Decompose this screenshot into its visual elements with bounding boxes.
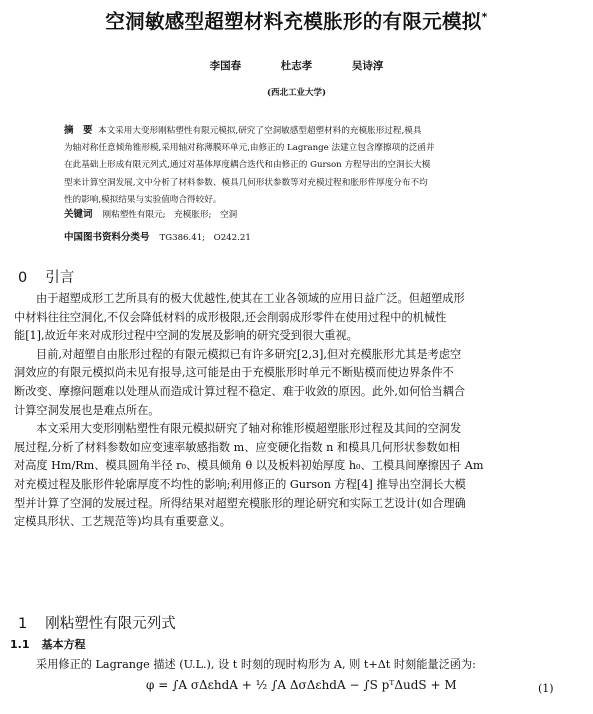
text-line: 能[1],故近年来对成形过程中空洞的发展及影响的研究受到很大重视。 <box>14 329 358 343</box>
section-heading-intro: 0 引言 <box>18 270 75 286</box>
subsection-heading: 1.1 基本方程 <box>10 638 86 651</box>
text-line: 断改变、摩擦问题难以处理从而造成计算过程不稳定、难于收敛的原因。此外,如何恰当耦合 <box>14 384 466 398</box>
keywords <box>64 206 237 220</box>
classification-number <box>64 229 251 243</box>
abstract-line: 摘 要 本文采用大变形刚粘塑性有限元模拟,研究了空洞敏感型超塑材料的充模胀形过程,模具 <box>64 125 422 136</box>
clc-text: TG386.41; O242.21 <box>159 233 251 243</box>
author-1: 李国春 <box>209 60 242 72</box>
keywords-label: 关键词 <box>64 209 93 220</box>
affiliation: (西北工业大学) <box>266 88 327 98</box>
equation: φ = ∫A σΔεhdA + ½ ∫A ΔσΔεhdA − ∫S pᵀΔudS + M <box>146 678 457 692</box>
author-3: 吴诗淳 <box>351 60 384 72</box>
title-footnote-mark: * <box>481 10 488 24</box>
author-list <box>0 58 593 73</box>
abstract <box>64 122 542 210</box>
text-line: 目前,对超塑自由胀形过程的有限元模拟已有许多研究[2,3],但对充模胀形尤其是考虑空 <box>36 347 462 361</box>
abstract-line: 型来计算空洞发展,文中分析了材料参数、模具几何形状参数等对充模过程和胀形件厚度分布不均 <box>64 177 428 188</box>
text-line: 型并计算了空洞的发展过程。所得结果对超塑充模胀形的理论研究和实际工艺设计(如合理确 <box>14 496 466 510</box>
intro-text <box>14 290 580 532</box>
equation-number: (1) <box>538 682 554 695</box>
text-line: 由于超塑成形工艺所具有的极大优越性,使其在工业各领域的应用日益广泛。但超塑成形 <box>36 292 465 305</box>
text-line: 展过程,分析了材料参数如应变速率敏感指数 m、应变硬化指数 n 和模具几何形状参数如相 <box>14 440 460 454</box>
text-line: 本文采用大变形刚粘塑性有限元模拟研究了轴对称锥形模超塑胀形过程及其间的空洞发 <box>36 422 462 436</box>
text-line: 洞效应的有限元模拟尚未见有报导,这可能是由于充模胀形时单元不断贴模而使边界条件不 <box>14 366 454 380</box>
text-line: 对充模过程及胀形件轮廓厚度不均性的影响;利用修正的 Gurson 方程[4] 推导出空洞长大模 <box>14 477 466 491</box>
text-line: 采用修正的 Lagrange 描述 (U.L.), 设 t 时刻的现时构形为 A, 则 t+Δt 时刻能量泛函为: <box>36 658 476 671</box>
text-line: 对高度 Hm/Rm、模具圆角半径 r₀、模具倾角 θ 以及板料初始厚度 h₀、工模具间摩擦因子 Am <box>14 459 484 473</box>
text-line: 中材料往往空洞化,不仅会降低材料的成形极限,还会削弱成形零件在使用过程中的机械性 <box>14 310 447 324</box>
abstract-line: 为轴对称任意倾角锥形模,采用轴对称薄膜环单元,由修正的 Lagrange 法建立包含摩擦项的泛函并 <box>64 142 435 153</box>
abstract-line: 在此基础上形成有限元列式,通过对基体厚度耦合迭代和由修正的 Gurson 方程导出的空洞长大模 <box>64 160 431 170</box>
author-2: 杜志孝 <box>280 60 313 72</box>
abstract-line: 性的影响,模拟结果与实验值吻合得较好。 <box>64 195 222 205</box>
text-line: 计算空洞发展也是难点所在。 <box>14 403 160 417</box>
keywords-text: 刚粘塑性有限元; 充模胀形; 空洞 <box>102 210 238 220</box>
paper-title: 空洞敏感型超塑材料充模胀形的有限元模拟* <box>105 10 488 33</box>
section-heading-fem: 1 刚粘塑性有限元列式 <box>18 616 176 632</box>
clc-label: 中国图书资料分类号 <box>64 232 150 243</box>
text-line: 定模具形状、工艺规范等)均具有重要意义。 <box>14 515 231 529</box>
subsection-text <box>14 656 580 675</box>
abstract-label: 摘 要 <box>64 125 93 136</box>
